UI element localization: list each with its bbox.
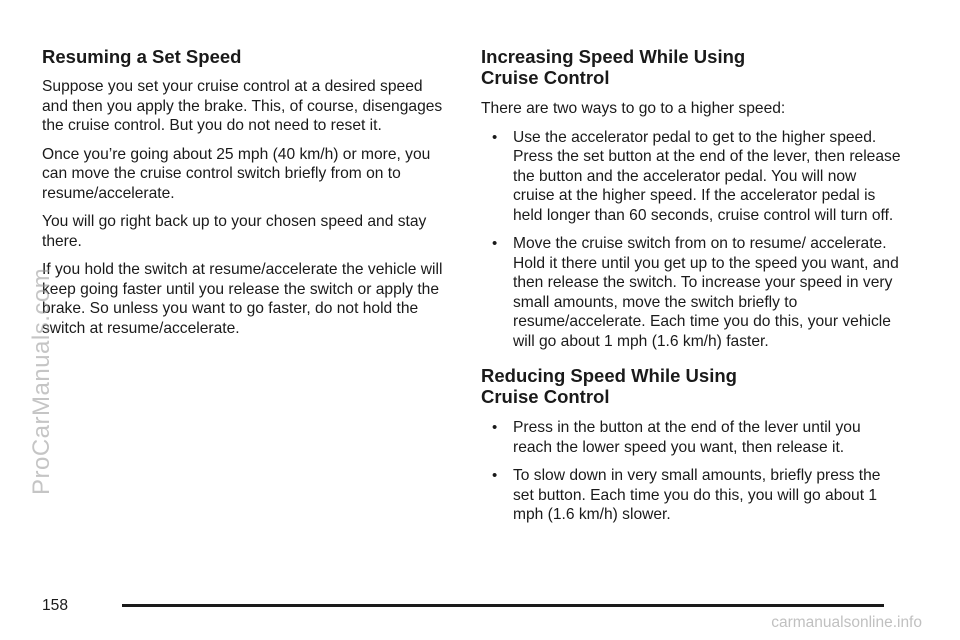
bullet-icon: •: [492, 419, 498, 436]
bullet-icon: •: [492, 467, 498, 484]
list-item-text: To slow down in very small amounts, briefly press the set button. Each time you do this, you will go about 1 mph (1.6 km/h) slower.: [513, 467, 881, 523]
paragraph: If you hold the switch at resume/accelerate the vehicle will keep going faster until you release the switch or apply the brake. So unless you want to go faster, do not hold the switch at resume/accelerate.: [42, 261, 443, 337]
intro-paragraph: There are two ways to go to a higher speed:: [481, 100, 786, 117]
heading-resuming-set-speed: Resuming a Set Speed: [42, 46, 242, 67]
bullet-icon: •: [492, 128, 498, 146]
footer-rule: [122, 604, 884, 607]
watermark-bottom: carmanualsonline.info: [771, 614, 922, 631]
heading-reducing-speed: Reducing Speed While Using Cruise Control: [481, 365, 737, 407]
list-item: [481, 466, 901, 525]
paragraph: Suppose you set your cruise control at a desired speed and then you apply the brake. This, of course, disengages the cruise control. But you do not need to reset it.: [42, 78, 443, 134]
paragraph: You will go right back up to your chosen speed and stay there.: [42, 213, 427, 250]
bullet-list-increasing: [481, 128, 901, 352]
list-item-text: Use the accelerator pedal to get to the higher speed. Press the set button at the end of the lever, then release the button and the accelerator pedal. You will now cruise at the higher speed. If the accelerator pedal is held longer than 60 seconds, cruise control will turn off.: [513, 128, 901, 224]
bullet-icon: •: [492, 235, 498, 252]
list-item: [481, 128, 901, 226]
bullet-list-reducing: [481, 418, 901, 525]
heading-increasing-speed: Increasing Speed While Using Cruise Control: [481, 46, 746, 88]
watermark-side: ProCarManuals.com: [28, 267, 55, 495]
page-number: 158: [42, 597, 69, 614]
list-item-text: Press in the button at the end of the lever until you reach the lower speed you want, then release it.: [513, 419, 861, 456]
list-item: [481, 234, 901, 351]
paragraph: Once you’re going about 25 mph (40 km/h) or more, you can move the cruise control switch briefly from on to resume/accelerate.: [42, 145, 431, 202]
page-footer: [42, 596, 884, 620]
list-item-text: Move the cruise switch from on to resume/ accelerate. Hold it there until you get up to the speed you want, and then release the switch. To increase your speed in very small amounts, move the switch briefly to resume/accelerate. Each time you do this, your vehicle will go about 1 mph (1.6 km/h) faster.: [513, 235, 899, 350]
left-column: [42, 46, 444, 347]
right-column: [481, 46, 901, 534]
list-item: [481, 418, 901, 457]
